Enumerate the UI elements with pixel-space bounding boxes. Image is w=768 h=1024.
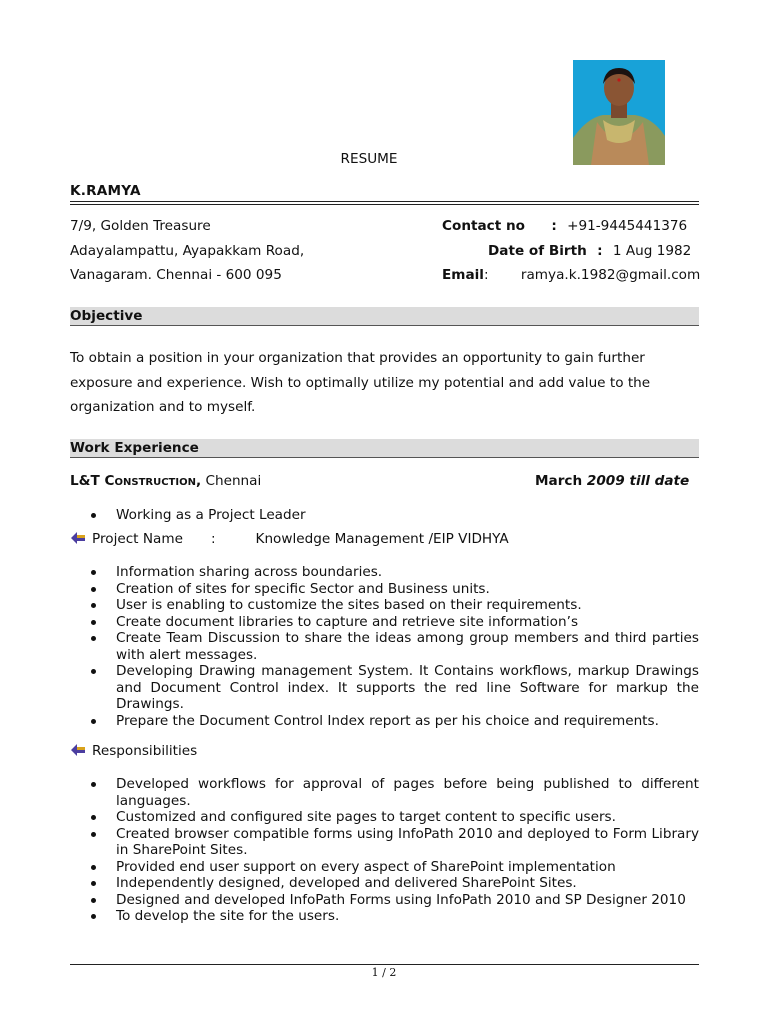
list-item	[70, 875, 699, 892]
address-line-1: 7/9, Golden Treasure	[70, 218, 211, 234]
contact-number-value: +91-9445441376	[567, 218, 688, 234]
role-text: Working as a Project Leader	[116, 507, 306, 523]
bullet-icon	[91, 636, 96, 641]
profile-photo	[573, 60, 665, 165]
project-items-list	[70, 564, 699, 729]
responsibilities-list	[70, 776, 699, 925]
list-item-text: Independently designed, developed and delivered SharePoint Sites.	[116, 875, 577, 891]
date-range-text: 2009 till date	[586, 473, 690, 489]
company-name: L&T Construction,	[70, 473, 202, 489]
bullet-icon	[91, 587, 96, 592]
project-bullets	[70, 564, 699, 729]
list-item-text: Create document libraries to capture and retrieve site information’s	[116, 613, 579, 630]
bullet-icon	[91, 570, 96, 575]
list-item	[70, 581, 699, 598]
objective-text: To obtain a position in your organization that provides an opportunity to gain further exposure and experience. Wish to optimally utilize my potential and add value to the organization and to myself.	[70, 350, 651, 415]
footer-divider	[70, 964, 699, 965]
list-item	[70, 597, 699, 614]
list-item-text: User is enabling to customize the sites based on their requirements.	[116, 597, 582, 613]
responsibility-bullets	[70, 776, 699, 925]
portrait-image	[573, 60, 665, 165]
bullet-icon	[91, 881, 96, 886]
responsibilities-row	[70, 743, 197, 759]
list-item	[70, 809, 699, 826]
list-item	[70, 892, 699, 909]
list-item	[70, 507, 699, 524]
name-divider-bottom	[70, 204, 699, 205]
contact-number-label: Contact no	[442, 218, 525, 234]
address-line-3: Vanagaram. Chennai - 600 095	[70, 267, 282, 283]
list-item	[70, 663, 699, 713]
dob-value: 1 Aug 1982	[612, 242, 692, 259]
dob-row	[488, 239, 691, 264]
dob-sep: :	[597, 242, 603, 259]
list-item	[70, 713, 699, 730]
email-row	[442, 263, 700, 288]
role-list	[70, 507, 699, 524]
arrow-bullet-icon	[70, 531, 86, 545]
bullet-icon	[91, 898, 96, 903]
page-number: 1 / 2	[371, 966, 397, 979]
list-item	[70, 859, 699, 876]
list-item-text: Creation of sites for specific Sector and Business units.	[116, 580, 490, 597]
candidate-name: K.RAMYA	[70, 183, 141, 199]
document-title: RESUME	[340, 151, 398, 167]
email-label: Email	[442, 267, 484, 283]
list-item-text: Information sharing across boundaries.	[116, 564, 383, 580]
project-name-row	[70, 531, 509, 547]
list-item	[70, 826, 699, 859]
address-block	[70, 214, 304, 288]
arrow-bullet-icon	[70, 743, 86, 757]
name-divider-top	[70, 201, 699, 202]
list-item-text: To develop the site for the users.	[116, 908, 340, 924]
list-item-text: Designed and developed InfoPath Forms using InfoPath 2010 and SP Designer 2010	[116, 891, 686, 908]
bullet-icon	[91, 603, 96, 608]
list-item-text: Created browser compatible forms using InfoPath 2010 and deployed to Form Library in SharePoint Sites.	[116, 825, 699, 858]
list-item	[70, 630, 699, 663]
company-location: Chennai	[205, 473, 262, 489]
responsibilities-label: Responsibilities	[92, 743, 198, 759]
list-item-text: Provided end user support on every aspect of SharePoint implementation	[116, 858, 616, 875]
employment-dates	[535, 473, 689, 489]
list-item-text: Developing Drawing management System. It Contains workflows, markup Drawings and Document Control index. It supports the red line Software for markup the Drawings.	[116, 663, 699, 712]
bullet-icon	[91, 815, 96, 820]
dob-label: Date of Birth	[488, 242, 587, 259]
bullet-icon	[91, 620, 96, 625]
contact-number-sep: :	[551, 218, 557, 234]
date-month: March	[535, 473, 583, 489]
list-item-text: Developed workflows for approval of pages before being published to different languages.	[116, 776, 699, 809]
list-item	[70, 614, 699, 631]
bullet-icon	[91, 865, 96, 870]
project-value: Knowledge Management /EIP VIDHYA	[255, 531, 509, 547]
bullet-icon	[91, 669, 96, 674]
list-item	[70, 908, 699, 925]
company-line	[70, 473, 261, 489]
bullet-icon	[91, 719, 96, 724]
contact-number-row	[442, 214, 687, 239]
list-item-text: Prepare the Document Control Index report as per his choice and requirements.	[116, 712, 659, 729]
bullet-icon	[91, 914, 96, 919]
email-value: ramya.k.1982@gmail.com	[520, 267, 701, 283]
work-experience-heading: Work Experience	[70, 439, 699, 458]
objective-heading: Objective	[70, 307, 699, 326]
bullet-icon	[91, 513, 96, 518]
email-sep: :	[483, 267, 489, 283]
project-label: Project Name	[92, 531, 183, 547]
project-sep: :	[210, 531, 216, 547]
bullet-icon	[91, 832, 96, 837]
bullet-icon	[91, 782, 96, 787]
list-item-text: Create Team Discussion to share the ideas among group members and third parties with alert messages.	[116, 630, 699, 663]
address-line-2: Adayalampattu, Ayapakkam Road,	[70, 242, 305, 259]
list-item-text: Customized and configured site pages to target content to specific users.	[116, 809, 616, 825]
list-item	[70, 564, 699, 581]
list-item	[70, 776, 699, 809]
